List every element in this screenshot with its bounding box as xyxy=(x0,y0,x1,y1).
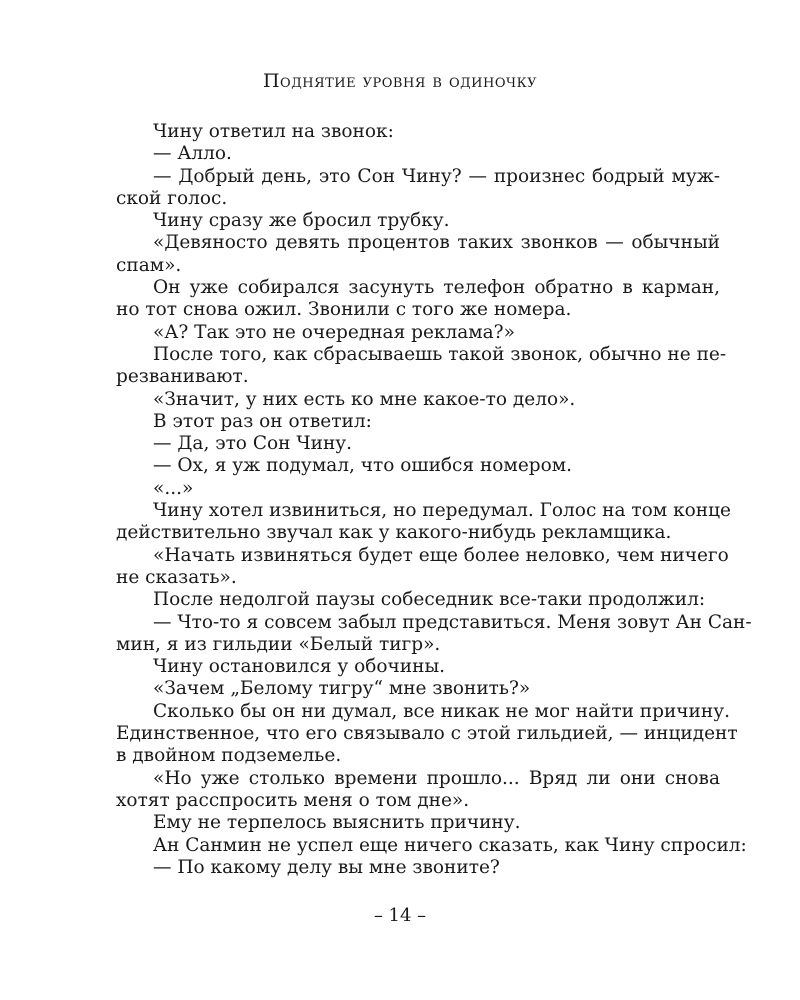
text-line: «А? Так это не очередная реклама?» xyxy=(153,321,515,343)
text-line: Чину остановился у обочины. xyxy=(153,656,446,678)
body-text xyxy=(116,121,752,879)
text-line: резванивают. xyxy=(116,366,249,388)
text-line: Ан Санмин не успел еще ничего сказать, как Чину спросил: xyxy=(153,834,747,856)
text-line: После недолгой паузы собеседник все-таки продолжил: xyxy=(153,589,706,611)
text-line: «Значит, у них есть ко мне какое-то дело». xyxy=(153,388,576,410)
text-line: Единственное, что его связывало с этой гильдией, — инцидент xyxy=(116,723,738,745)
text-line: спам». xyxy=(116,254,182,276)
text-line: После того, как сбрасываешь такой звонок, обычно не пе- xyxy=(153,343,727,365)
running-header: Поднятие уровня в одиночку xyxy=(262,70,538,92)
text-line: «Но уже столько времени прошло... Вряд ли они снова xyxy=(153,767,720,789)
text-line: не сказать». xyxy=(116,566,237,588)
text-line: Чину ответил на звонок: xyxy=(153,121,394,142)
page-number: – 14 – xyxy=(373,905,427,926)
text-line: — По какому делу вы мне звоните? xyxy=(153,856,500,878)
text-line: хотят расспросить меня о том дне». xyxy=(116,789,470,811)
text-line: Он уже собирался засунуть телефон обратно в карман, xyxy=(153,277,720,299)
text-line: Сколько бы он ни думал, все никак не мог найти причину. xyxy=(153,700,730,722)
text-line: «Девяносто девять процентов таких звонков — обычный xyxy=(153,232,720,254)
text-line: «Зачем „Белому тигру“ мне звонить?» xyxy=(153,678,531,700)
text-line: но тот снова ожил. Звонили с того же номера. xyxy=(116,299,572,321)
text-line: — Что-то я совсем забыл представиться. Меня зовут Ан Сан- xyxy=(153,611,752,633)
text-line: — Алло. xyxy=(153,143,232,165)
text-line: действительно звучал как у какого-нибудь рекламщика. xyxy=(116,522,672,544)
text-line: — Да, это Сон Чину. xyxy=(153,433,353,455)
text-line: Ему не терпелось выяснить причину. xyxy=(153,812,521,834)
text-line: «...» xyxy=(153,477,194,499)
text-line: — Добрый день, это Сон Чину? — произнес бодрый муж- xyxy=(153,165,720,187)
text-line: «Начать извиняться будет еще более неловко, чем ничего xyxy=(153,544,729,566)
text-line: — Ох, я уж подумал, что ошибся номером. xyxy=(153,455,573,477)
text-line: Чину сразу же бросил трубку. xyxy=(153,210,450,232)
text-line: в двойном подземелье. xyxy=(116,745,342,767)
text-line: В этот раз он ответил: xyxy=(153,410,372,432)
text-line: Чину хотел извиниться, но передумал. Голос на том конце xyxy=(153,500,731,522)
text-line: ской голос. xyxy=(116,187,228,209)
text-line: мин, я из гильдии «Белый тигр». xyxy=(116,633,441,655)
